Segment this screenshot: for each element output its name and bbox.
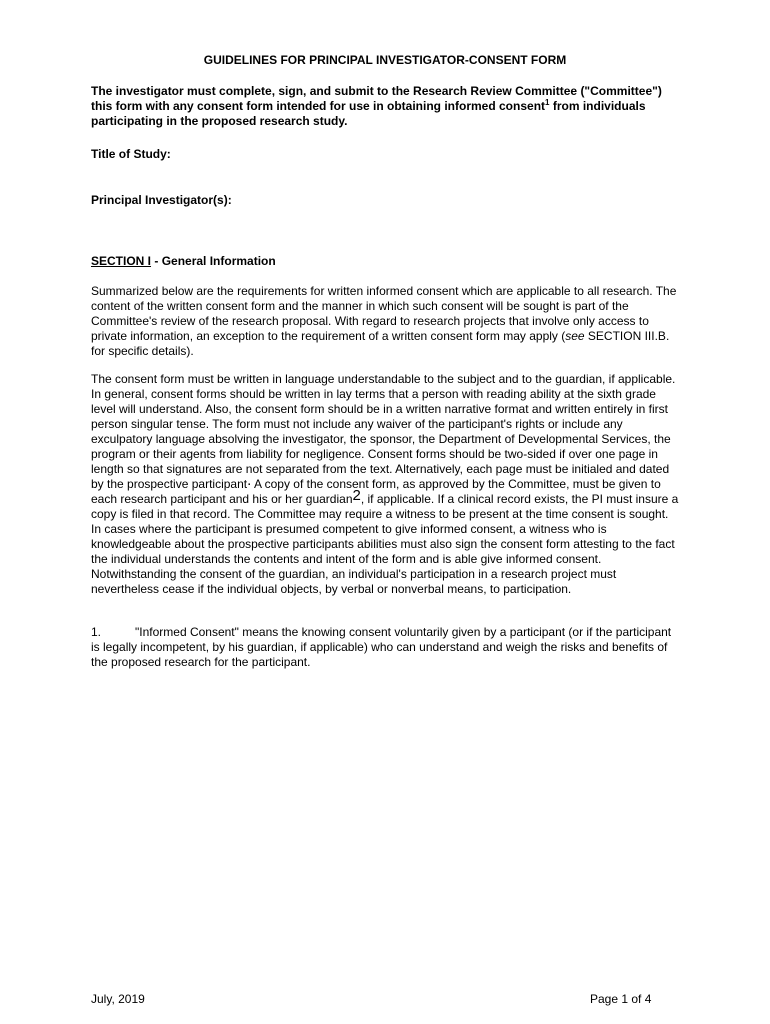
general-info-paragraph-2 xyxy=(91,372,681,597)
paragraph2-text-part2: A copy of the consent form, as approved by the Committee, must be given to each research participant and his or her guardian xyxy=(91,477,661,506)
document-title: GUIDELINES FOR PRINCIPAL INVESTIGATOR-CONSENT FORM xyxy=(203,53,567,67)
paragraph2-footnote-mark: 2 xyxy=(352,487,361,504)
section-name: SECTION I xyxy=(91,254,152,268)
section-title: General Information xyxy=(161,254,276,268)
title-of-study-label: Title of Study: xyxy=(91,147,171,161)
general-info-paragraph-1 xyxy=(91,284,681,359)
paragraph2-text-part3: , if applicable. If a clinical record exists, the PI must insure a copy is filed in that record. The Committee may require a witness to be present at the time consent is sought. In cases where the participant is presumed competent to give informed consent, a witness who is knowledgeable about the prospective participants abilities must also sign the consent form attesting to the fact the individual understands the contents and intent of the form and is able give informed consent. Notwithstanding the consent of the guardian, an individual's participation in a research project must nevertheless cease if the individual objects, by verbal or nonverbal means, to participation. xyxy=(91,492,679,596)
footer-date: July, 2019 xyxy=(91,992,145,1006)
section-separator: - xyxy=(151,254,162,268)
intro-text-part1: The investigator must complete, sign, and submit to the Research Review Committee ("Committee") this form with any consent form intended for use in obtaining informed consent xyxy=(91,84,662,113)
intro-paragraph xyxy=(91,84,681,129)
footnote-number: 1. xyxy=(91,625,102,639)
footer-page-number: Page 1 of 4 xyxy=(590,992,652,1006)
paragraph1-text-part1: Summarized below are the requirements for written informed consent which are applicable to all research. The content of the written consent form and the manner in which such consent will be sought is part of the Committee's review of the research proposal. With regard to research projects that involve only access to private information, an exception to the requirement of a written consent form may apply ( xyxy=(91,284,677,343)
footnote-1 xyxy=(91,625,681,670)
principal-investigator-label: Principal Investigator(s): xyxy=(91,193,232,207)
paragraph2-text-part1: The consent form must be written in language understandable to the subject and to the guardian, if applicable. In general, consent forms should be written in lay terms that a person with reading ability at the sixth grade level will understand. Also, the consent form should be in a written narrative format and written entirely in first person singular tense. The form must not include any waiver of the participant's rights or include any exculpatory language absolving the investigator, the sponsor, the Department of Developmental Services, the program or their agents from liability for negligence. Consent forms should be two-sided if over one page in length so that signatures are not separated from the text. Alternatively, each page must be initialed and dated by the prospective participant xyxy=(91,372,676,491)
paragraph1-text-part2: SECTION III.B. for specific details). xyxy=(91,329,670,358)
intro-text-part2: from individuals participating in the proposed research study. xyxy=(91,99,646,128)
section-heading xyxy=(91,254,681,269)
footnote-text: "Informed Consent" means the knowing consent voluntarily given by a participant (or if the participant is legally incompetent, by his guardian, if applicable) who can understand and weigh the risks and benefits of the proposed research for the participant. xyxy=(91,625,672,669)
intro-footnote-mark: 1 xyxy=(545,98,550,107)
paragraph1-see: see xyxy=(565,329,585,343)
paragraph2-period: . xyxy=(247,472,252,489)
